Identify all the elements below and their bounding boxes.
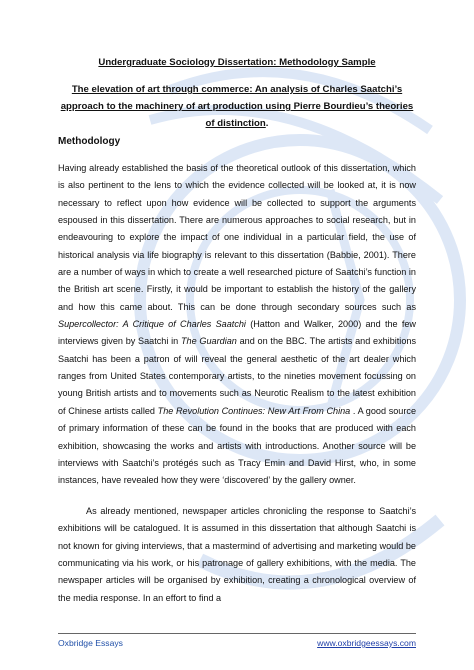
paragraph-1-text-d: . A good source of primary information of these can be found in the books that are produced with each exhibition, showcasing the works and artists with introductions. Another source will be interviews with Saatchi’s protégés such as Tracy Emin and David Hirst, who, in some instances, have revealed how they were ‘discovered’ by the gallery owner. [58,405,416,486]
paragraph-1-text-c: and on the BBC. The artists and exhibitions Saatchi has been a patron of will reveal the general aesthetic of the art dealer which ranges from United States contemporary artists, to the nineties movement focussing on young British artists and to movements such as Neurotic Realism to the latest exhibition of Chinese artists called [58,336,416,416]
document-title: Undergraduate Sociology Dissertation: Methodology Sample [98,57,376,68]
paragraph-1-text-a: Having already established the basis of the theoretical outlook of this dissertation, which is also pertinent to the lens to which the evidence collected will be looked at, it is now necessary to reflect upon how evidence will be collected to support the arguments espoused in this dissertation. There are numerous approaches to social research, but in endeavouring to explore the impact of one individual in a particular field, the use of historical analysis via life biography is relevant to this dissertation (Babbie, 2001). There are a number of ways in which to create a well researched picture of Saatchi’s function in the British art scene. Firstly, it would be important to establish the history of the gallery and how this came about. This can be done through secondary sources such as [58,163,416,312]
paragraph-1-text-b: (Hatton and Walker, 2000) and the few interviews given by Saatchi in [58,319,416,347]
subtitle-text: The elevation of art through commerce: An analysis of Charles Saatchi’s approach to the machinery of art production using Pierre Bourdieu’s theories of distinction [60,84,414,129]
paragraph-2: As already mentioned, newspaper articles chronicling the response to Saatchi’s exhibitions will be catalogued. It is assumed in this dissertation that although Saatchi is not known for giving interviews, that a mastermind of advertising and marketing would be communicating via his work, or his patronage of gallery exhibitions, with the media. The newspaper articles will be organised by exhibition, creating a chronological overview of the media response. In an effort to find a [58,506,416,603]
footer-divider [58,633,416,634]
footer-url-link[interactable]: www.oxbridgeessays.com [317,638,416,648]
book-title-supercollector: Supercollector: A Critique of Charles Saatchi [58,319,246,330]
dissertation-subtitle [58,81,416,132]
exhibition-title-revolution: The Revolution Continues: New Art From China [157,405,351,416]
section-heading-methodology: Methodology [58,136,121,147]
newspaper-title-guardian: The Guardian [181,336,237,347]
footer-brand: Oxbridge Essays [58,638,123,648]
paragraph-1 [58,160,416,490]
subtitle-period: . [265,118,269,129]
